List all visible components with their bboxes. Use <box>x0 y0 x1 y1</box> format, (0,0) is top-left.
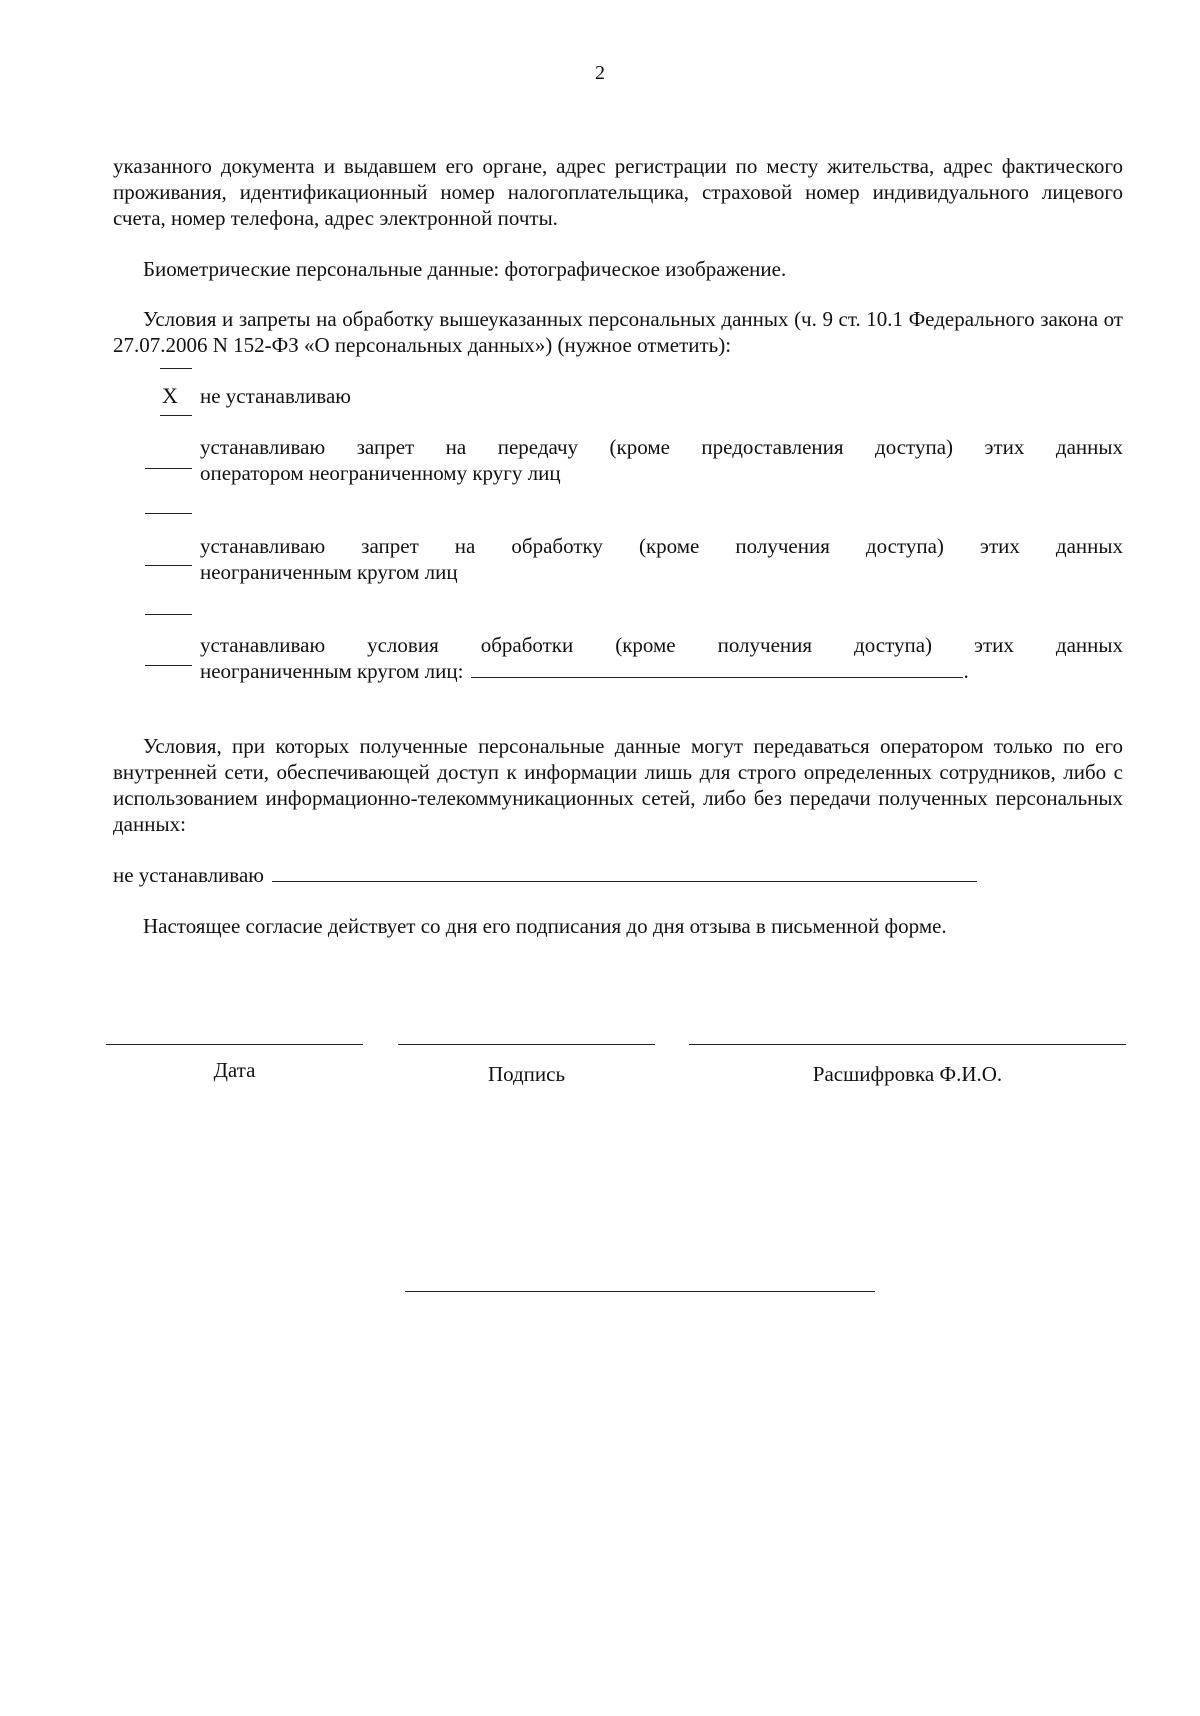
checkbox-bottom-line <box>160 415 192 416</box>
paragraph-document-details: указанного документа и выдавшем его органе, адрес регистрации по месту жительства, адрес фактического проживания, идентификационный номер налогоплательщика, страховой номер индивидуального лицевого счета, номер телефона, адрес электронной почты. <box>113 154 1123 230</box>
conditions-answer-row <box>113 862 1123 888</box>
option-label-line2: неограниченным кругом лиц: . <box>200 659 969 683</box>
checkbox-separator-line <box>145 513 192 514</box>
option-not-set <box>200 383 1123 409</box>
date-label: Дата <box>213 1058 256 1082</box>
conditions-fill-line[interactable] <box>471 677 963 678</box>
checkbox-line[interactable] <box>145 565 192 566</box>
option-transfer-ban <box>200 434 1123 486</box>
checkbox-line[interactable] <box>145 468 192 469</box>
option-label-line1: устанавливаю запрет на передачу (кроме предоставления доступа) этих данных <box>200 435 1123 459</box>
page-number: 2 <box>595 62 605 84</box>
option-label-line1: устанавливаю условия обработки (кроме получения доступа) этих данных <box>200 633 1123 657</box>
paragraph-processing-conditions: Условия и запреты на обработку вышеуказанных персональных данных (ч. 9 ст. 10.1 Федерального закона от 27.07.2006 N 152-ФЗ «О персональных данных») (нужное отметить): <box>113 307 1123 357</box>
name-line[interactable] <box>689 1044 1126 1045</box>
checkbox-top-line <box>160 368 192 369</box>
paragraph-biometric-data: Биометрические персональные данные: фотографическое изображение. <box>143 257 787 281</box>
name-label: Расшифровка Ф.И.О. <box>812 1062 1003 1086</box>
option-label-line2: оператором неограниченному кругу лиц <box>200 461 561 485</box>
option-label-line2: неограниченным кругом лиц <box>200 560 458 584</box>
option-mark-x[interactable]: X <box>162 383 178 408</box>
option-label-line1: устанавливаю запрет на обработку (кроме получения доступа) этих данных <box>200 534 1123 558</box>
date-line[interactable] <box>106 1044 363 1045</box>
option-label: не устанавливаю <box>200 384 351 408</box>
option-processing-conditions <box>200 632 1123 684</box>
conditions-answer: не устанавливаю <box>113 863 264 887</box>
signature-line[interactable] <box>398 1044 655 1045</box>
option-processing-ban <box>200 533 1123 585</box>
bottom-line <box>405 1291 875 1292</box>
conditions-answer-line[interactable] <box>272 881 977 882</box>
checkbox-line[interactable] <box>145 665 192 666</box>
paragraph-validity: Настоящее согласие действует со дня его подписания до дня отзыва в письменной форме. <box>143 914 947 938</box>
signature-label: Подпись <box>487 1062 566 1086</box>
paragraph-transfer-conditions: Условия, при которых полученные персональные данные могут передаваться оператором только по его внутренней сети, обеспечивающей доступ к информации лишь для строго определенных сотрудников, либо с использованием информационно-телекоммуникационных сетей, либо без передачи полученных персональных данных: <box>113 734 1123 836</box>
checkbox-separator-line <box>145 614 192 615</box>
